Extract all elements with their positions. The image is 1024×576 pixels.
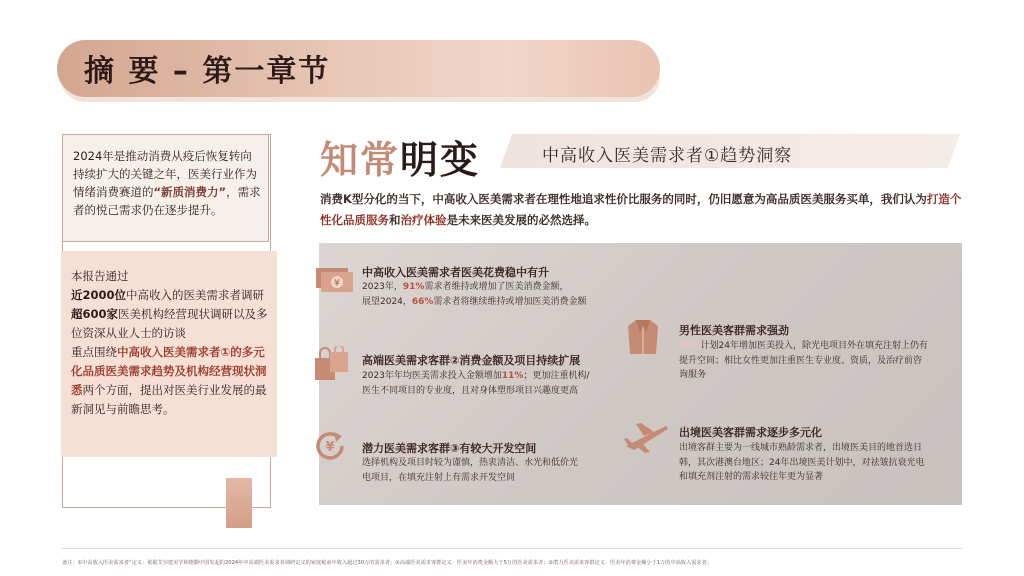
card-2-title: 高端医美需求客群②消费金额及项目持续扩展 (362, 354, 581, 367)
jacket-icon (626, 318, 660, 356)
source-line-2: 超600家医美机构经营现状调研以及多位资深从业人士的访谈 (71, 307, 268, 340)
money-icon (314, 264, 354, 294)
airplane-icon (622, 420, 670, 454)
card-1-text: 2023年，91%需求者维持或增加了医美消费金额， 展望2024，66%需求者将继续维持或增加医美消费金额 (362, 282, 587, 307)
source-line-1: 近2000位中高收入的医美需求者调研 (71, 288, 265, 302)
decorative-block (226, 478, 252, 528)
footnote: 备注：①中高收入医美需求者“定义：依据艾尔建美学和德勤中国发起的2024年中高端医美需求者调研定义的家庭税前年收入超过30万的需求者；②高端医美需求客群定义：医美年消费金额大于5万的医美需求者；③潜力医美需求客群定义：医美年消费金额小于1万的中高收入需求者； (62, 560, 712, 566)
footer-divider (62, 548, 962, 549)
card-3-text: 选择机构及项目时较为谨慎，热衷清洁、水光和低价光 电项目，在填充注射上有需求开发空间 (362, 458, 579, 483)
svg-text:¥: ¥ (334, 278, 340, 289)
source-line-3: 重点围绕中高收入医美需求者①的多元化品质医美需求趋势及机构经营现状洞悉两个方面，提出对医美行业发展的最新洞见与前瞻思考。 (71, 345, 267, 416)
currency-cycle-icon (312, 428, 348, 464)
subtitle: 中高收入医美需求者①趋势洞察 (542, 146, 793, 166)
lead-paragraph: 消费K型分化的当下，中高收入医美需求者在理性地追求性价比服务的同时，仍旧愿意为高品质医美服务买单，我们认为打造个性化品质服务和治疗体验是未来医美发展的必然选择。 (320, 192, 962, 227)
svg-text:¥: ¥ (325, 440, 335, 455)
card-4-title: 男性医美客群需求强劲 (679, 324, 789, 337)
source-text (71, 267, 276, 419)
card-5-title: 出境医美客群需求逐步多元化 (679, 426, 822, 439)
source-lead: 本报告通过 (71, 269, 129, 283)
card-2-text: 2023年年均医美需求投入金额增加11%；更加注重机构/ 医生不同项目的专业度，且对身体塑形项目兴趣度更高 (362, 371, 590, 396)
headline: 知常明变 (320, 138, 481, 182)
card-4-text: 40%计划24年增加医美投入，除光电项目外在填充注射上仍有 提升空间；相比女性更加注重医生专业度、资质，及治疗前咨 询服务 (679, 341, 929, 380)
page-title: 摘 要 – 第一章节 (84, 54, 331, 89)
card-3-title: 潜力医美需求客群③有较大开发空间 (362, 442, 537, 455)
intro-text: 2024年是推动消费从疫后恢复转向持续扩大的关键之年，医美行业作为情绪消费赛道的“新质消费力”，需求者的悦己需求仍在逐步提升。 (73, 149, 261, 217)
card-5-text: 出境客群主要为一线城市熟龄需求者，出境医美目的地首选日 韩，其次港澳台地区；24年出境医美计划中，对祛皱抗衰光电 和填充剂注射的需求较往年更为显著 (679, 443, 925, 482)
card-1-title: 中高收入医美需求者医美花费稳中有升 (362, 266, 549, 279)
shopping-bags-icon (312, 346, 352, 382)
